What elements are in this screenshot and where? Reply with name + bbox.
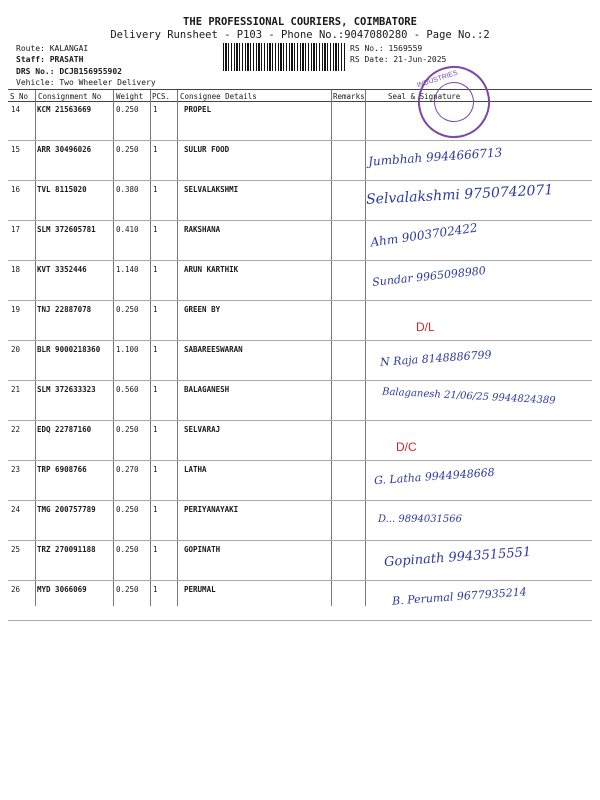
row-sno: 18 — [11, 265, 21, 274]
row-sno: 26 — [11, 585, 21, 594]
row-consignee-name: PROPEL — [184, 105, 212, 114]
row-sno: 16 — [11, 185, 21, 194]
row-sno: 19 — [11, 305, 21, 314]
vehicle-label: Vehicle: Two Wheeler Delivery — [16, 78, 156, 87]
handwritten-signature: B. Perumal 9677935214 — [391, 585, 528, 608]
col-header-weight: Weight — [116, 92, 144, 101]
rs-number: RS No.: 1569559 — [350, 44, 423, 53]
handwritten-signature: Ahm 9003702422 — [369, 220, 479, 250]
row-consignment-no: TVL 8115020 — [37, 185, 87, 194]
row-consignment-no: TMG 200757789 — [37, 505, 96, 514]
column-divider — [113, 90, 114, 606]
handwritten-signature: N Raja 8148886799 — [379, 348, 492, 369]
row-consignment-no: ARR 30496026 — [37, 145, 92, 154]
handwritten-signature: D/L — [416, 320, 435, 334]
row-consignee-name: BALAGANESH — [184, 385, 230, 394]
table-top-rule — [8, 89, 592, 90]
handwritten-signature: D/C — [396, 440, 417, 454]
row-consignment-no: TRP 6908766 — [37, 465, 87, 474]
row-divider — [8, 340, 592, 341]
col-header-remarks: Remarks — [333, 92, 365, 101]
drs-number: DRS No.: DCJB156955902 — [16, 67, 122, 76]
row-weight: 0.380 — [116, 185, 139, 194]
row-pcs: 1 — [153, 105, 158, 114]
row-pcs: 1 — [153, 585, 158, 594]
company-seal-stamp — [409, 57, 500, 148]
col-header-consignee: Consignee Details — [180, 92, 257, 101]
row-pcs: 1 — [153, 225, 158, 234]
row-consignee-name: SELVALAKSHMI — [184, 185, 239, 194]
column-divider — [35, 90, 36, 606]
row-consignment-no: EDQ 22787160 — [37, 425, 92, 434]
row-divider — [8, 140, 592, 141]
row-weight: 0.250 — [116, 425, 139, 434]
row-consignee-name: GREEN BY — [184, 305, 221, 314]
row-divider — [8, 460, 592, 461]
row-divider — [8, 380, 592, 381]
row-consignment-no: KCM 21563669 — [37, 105, 92, 114]
page-title: THE PROFESSIONAL COURIERS, COIMBATORE — [183, 16, 417, 28]
row-pcs: 1 — [153, 385, 158, 394]
row-divider — [8, 260, 592, 261]
rs-date: RS Date: 21-Jun-2025 — [350, 55, 447, 64]
row-weight: 1.140 — [116, 265, 139, 274]
row-divider — [8, 500, 592, 501]
column-divider — [150, 90, 151, 606]
row-weight: 0.270 — [116, 465, 139, 474]
row-consignee-name: GOPINATH — [184, 545, 221, 554]
row-weight: 0.250 — [116, 585, 139, 594]
column-divider — [177, 90, 178, 606]
row-weight: 0.250 — [116, 105, 139, 114]
col-header-consignment: Consignment No — [38, 92, 102, 101]
table-header-rule — [8, 101, 592, 102]
handwritten-signature: Sundar 9965098980 — [371, 264, 487, 289]
row-divider — [8, 420, 592, 421]
row-sno: 23 — [11, 465, 21, 474]
col-header-sno: S No — [10, 92, 29, 101]
handwritten-signature: Gopinath 9943515551 — [383, 544, 532, 571]
barcode — [223, 43, 346, 71]
row-sno: 17 — [11, 225, 21, 234]
row-consignee-name: RAKSHANA — [184, 225, 221, 234]
route-label: Route: KALANGAI — [16, 44, 89, 53]
row-consignment-no: MYD 3066069 — [37, 585, 87, 594]
row-pcs: 1 — [153, 305, 158, 314]
column-divider — [365, 90, 366, 606]
row-weight: 0.250 — [116, 505, 139, 514]
row-consignee-name: ARUN KARTHIK — [184, 265, 239, 274]
row-consignment-no: BLR 9000218360 — [37, 345, 101, 354]
row-sno: 15 — [11, 145, 21, 154]
row-consignment-no: KVT 3352446 — [37, 265, 87, 274]
row-pcs: 1 — [153, 345, 158, 354]
row-weight: 0.250 — [116, 145, 139, 154]
row-divider — [8, 580, 592, 581]
row-consignee-name: SELVARAJ — [184, 425, 221, 434]
row-weight: 0.410 — [116, 225, 139, 234]
row-divider — [8, 220, 592, 221]
row-pcs: 1 — [153, 145, 158, 154]
row-weight: 1.100 — [116, 345, 139, 354]
handwritten-signature: Jumbhah 9944666713 — [367, 145, 503, 169]
handwritten-signature: Balaganesh 21/06/25 9944824389 — [381, 386, 556, 407]
row-consignee-name: PERUMAL — [184, 585, 216, 594]
row-consignment-no: SLM 372633323 — [37, 385, 96, 394]
row-consignment-no: TRZ 270091188 — [37, 545, 96, 554]
col-header-pcs: PCS. — [152, 92, 171, 101]
runsheet-subtitle: Delivery Runsheet - P103 - Phone No.:9047080280 - Page No.:2 — [110, 29, 490, 41]
handwritten-signature: D... 9894031566 — [378, 514, 462, 525]
row-sno: 14 — [11, 105, 21, 114]
row-divider — [8, 300, 592, 301]
seal-inner-ring — [429, 77, 479, 127]
row-sno: 20 — [11, 345, 21, 354]
row-weight: 0.560 — [116, 385, 139, 394]
row-pcs: 1 — [153, 265, 158, 274]
handwritten-signature: G. Latha 9944948668 — [373, 465, 496, 488]
staff-label: Staff: PRASATH — [16, 55, 84, 64]
col-header-seal-signature: Seal & Signature — [388, 92, 461, 101]
row-consignment-no: TNJ 22887078 — [37, 305, 92, 314]
row-pcs: 1 — [153, 505, 158, 514]
row-weight: 0.250 — [116, 305, 139, 314]
row-consignee-name: PERIYANAYAKI — [184, 505, 239, 514]
row-consignment-no: SLM 372605781 — [37, 225, 96, 234]
row-sno: 25 — [11, 545, 21, 554]
row-consignee-name: LATHA — [184, 465, 207, 474]
row-divider — [8, 540, 592, 541]
column-divider — [331, 90, 332, 606]
row-pcs: 1 — [153, 425, 158, 434]
row-consignee-name: SABAREESWARAN — [184, 345, 243, 354]
row-divider — [8, 180, 592, 181]
row-pcs: 1 — [153, 545, 158, 554]
handwritten-signature: Selvalakshmi 9750742071 — [365, 182, 554, 208]
row-pcs: 1 — [153, 465, 158, 474]
row-sno: 21 — [11, 385, 21, 394]
row-weight: 0.250 — [116, 545, 139, 554]
row-pcs: 1 — [153, 185, 158, 194]
row-sno: 24 — [11, 505, 21, 514]
row-consignee-name: SULUR FOOD — [184, 145, 230, 154]
row-divider — [8, 620, 592, 621]
row-sno: 22 — [11, 425, 21, 434]
seal-text: INDUSTRIES — [416, 69, 459, 90]
